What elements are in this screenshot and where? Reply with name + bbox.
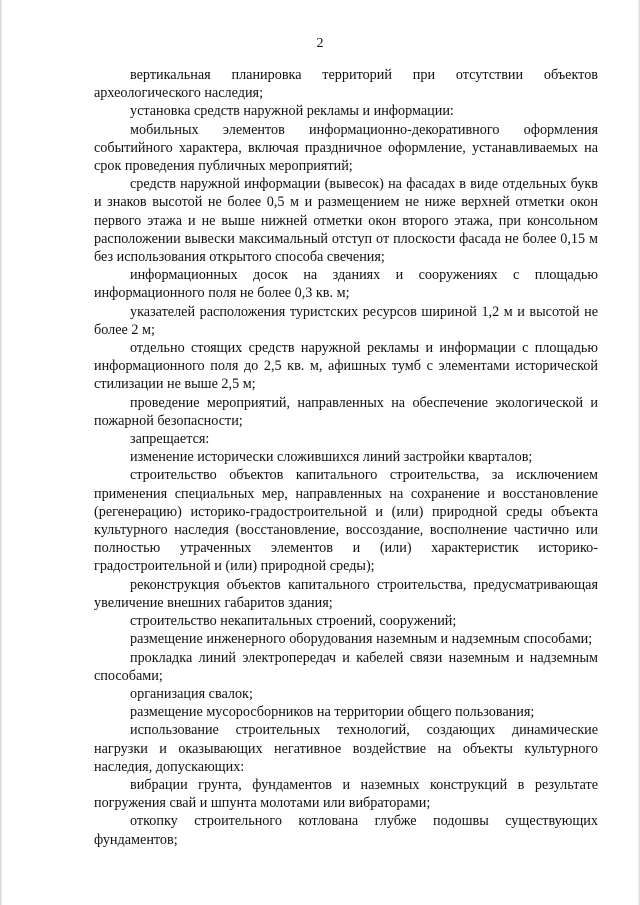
paragraph: установка средств наружной рекламы и информации: bbox=[130, 103, 454, 120]
paragraph: информационных досок на зданиях и сооружениях с площадью информационного поля не более 0,3 кв. м; bbox=[94, 267, 598, 302]
paragraph: проведение мероприятий, направленных на обеспечение экологической и пожарной безопасности; bbox=[94, 394, 598, 429]
paragraph: строительство некапитальных строений, сооружений; bbox=[130, 613, 457, 630]
paragraph: строительство объектов капитального строительства, за исключением применения специальных мер, направленных на сохранение и восстановление (регенерацию) историко-градостроительной и (или) природной среды объекта культурного наследия (восстановление, воссоздание, восполнение частично или полностью утраченных элементов и (или) характеристик историко-градостроительной и (или) природной среды); bbox=[94, 467, 598, 575]
paragraph: реконструкция объектов капитального строительства, предусматривающая увеличение внешних габаритов здания; bbox=[94, 576, 598, 611]
paragraph: средств наружной информации (вывесок) на фасадах в виде отдельных букв и знаков высотой не более 0,5 м и размещением не ниже верхней отметки окон первого этажа и не выше нижней отметки окон второго этажа, при консольном расположении вывески максимальный отступ от плоскости фасада не более 0,15 м без использования открытого способа свечения; bbox=[94, 176, 598, 266]
page-number: 2 bbox=[316, 36, 324, 51]
paragraph: использование строительных технологий, создающих динамические нагрузки и оказывающих негативное воздействие на объекты культурного наследия, допускающих: bbox=[94, 722, 598, 775]
scan-edge-left bbox=[0, 0, 3, 905]
paragraph: вибрации грунта, фундаментов и наземных конструкций в результате погружения свай и шпунта молотами или вибраторами; bbox=[94, 776, 598, 812]
paragraph: организация свалок; bbox=[130, 685, 253, 702]
paragraph: прокладка линий электропередач и кабелей связи наземным и надземным способами; bbox=[94, 649, 598, 684]
document-body bbox=[94, 66, 598, 849]
paragraph: вертикальная планировка территорий при отсутствии объектов археологического наследия; bbox=[94, 67, 598, 102]
paragraph: отдельно стоящих средств наружной рекламы и информации с площадью информационного поля до 2,5 кв. м, афишных тумб с элементами исторической стилизации не выше 2,5 м; bbox=[94, 340, 598, 393]
paragraph: мобильных элементов информационно-декоративного оформления событийного характера, включая праздничное оформление, устанавливаемых на срок проведения публичных мероприятий; bbox=[94, 121, 598, 175]
paragraph: размещение инженерного оборудования наземным и надземным способами; bbox=[130, 631, 593, 648]
paragraph: запрещается: bbox=[130, 431, 210, 448]
paragraph: размещение мусоросборников на территории общего пользования; bbox=[130, 704, 535, 721]
paragraph: изменение исторически сложившихся линий застройки кварталов; bbox=[130, 449, 533, 466]
paragraph: указателей расположения туристских ресурсов шириной 1,2 м и высотой не более 2 м; bbox=[94, 303, 598, 338]
paragraph: откопку строительного котлована глубже подошвы существующих фундаментов; bbox=[94, 813, 598, 848]
